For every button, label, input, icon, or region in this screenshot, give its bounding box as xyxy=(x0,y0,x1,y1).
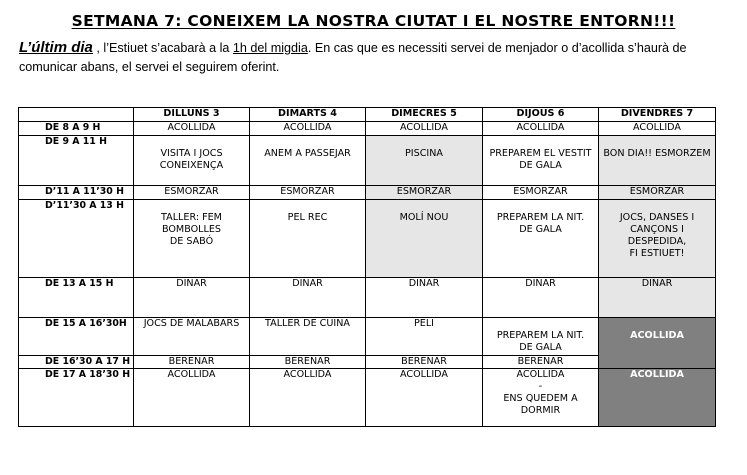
day-header: DIVENDRES 7 xyxy=(599,108,716,122)
time-slot: DE 13 A 15 H xyxy=(19,278,134,317)
activity-cell: ESMORZAR xyxy=(483,186,599,199)
activity-cell xyxy=(599,135,716,186)
activity-cell: DINAR xyxy=(250,278,366,317)
activity-cell: TALLER DE CUINA xyxy=(250,317,366,355)
activity-cell: JOCS DE MALABARS xyxy=(134,317,250,355)
activity-cell: BERENAR xyxy=(366,355,483,368)
activity-line: VISITA I JOCS xyxy=(160,147,223,159)
activity-line: ACOLLIDA xyxy=(630,329,684,341)
activity-cell: DINAR xyxy=(366,278,483,317)
activity-cell xyxy=(483,317,599,355)
activity-cell: ESMORZAR xyxy=(366,186,483,199)
activity-cell: ACOLLIDA xyxy=(483,122,599,135)
activity-line: ACOLLIDA xyxy=(516,369,565,381)
intro-text-2: . En cas que es necessiti servei de menjador o d’acollida s’haurà de comunicar abans, el servei el seguirem oferint. xyxy=(19,41,687,74)
time-slot: DE 16’30 A 17 H xyxy=(19,355,134,368)
schedule-row xyxy=(19,122,716,135)
activity-cell: BERENAR xyxy=(250,355,366,368)
activity-cell: ACOLLIDA xyxy=(134,122,250,135)
intro-sep: , xyxy=(92,41,104,55)
activity-line: DE GALA xyxy=(519,341,562,353)
time-slot: D’11’30 A 13 H xyxy=(19,199,134,277)
activity-line: DE GALA xyxy=(519,159,562,171)
activity-cell xyxy=(483,369,599,427)
activity-line: DESPEDIDA, xyxy=(627,235,687,247)
time-slot: DE 15 A 16’30H xyxy=(19,317,134,355)
activity-line: DORMIR xyxy=(520,405,561,417)
activity-line: BOMBOLLES xyxy=(161,223,222,235)
activity-cell xyxy=(599,199,716,277)
time-slot: D’11 A 11’30 H xyxy=(19,186,134,199)
intro-paragraph xyxy=(19,38,739,77)
activity-line: ENS QUEDEM A xyxy=(503,393,578,405)
activity-cell xyxy=(599,317,716,369)
page-title: SETMANA 7: CONEIXEM LA NOSTRA CIUTAT I EL NOSTRE ENTORN!!! xyxy=(71,12,676,30)
activity-cell: ESMORZAR xyxy=(134,186,250,199)
activity-cell: DINAR xyxy=(599,278,716,317)
activity-cell xyxy=(366,135,483,186)
activity-cell: ACOLLIDA xyxy=(366,122,483,135)
activity-line: PREPAREM EL VESTIT xyxy=(489,147,592,159)
header-row xyxy=(19,108,716,122)
activity-line: PEL REC xyxy=(287,211,328,223)
activity-line: MOLÍ NOU xyxy=(399,211,449,223)
time-slot: DE 8 A 9 H xyxy=(19,122,134,135)
activity-cell: ACOLLIDA xyxy=(366,369,483,427)
intro-underlined-time: 1h del migdia xyxy=(232,41,308,55)
activity-line: PISCINA xyxy=(405,147,443,159)
activity-line: TALLER: FEM xyxy=(161,211,222,223)
activity-cell xyxy=(134,135,250,186)
header-corner xyxy=(19,108,134,122)
time-slot: DE 9 A 11 H xyxy=(19,135,134,186)
activity-cell: ESMORZAR xyxy=(599,186,716,199)
activity-line: ANEM A PASSEJAR xyxy=(264,147,351,159)
schedule-row xyxy=(19,369,716,427)
schedule-row xyxy=(19,186,716,199)
schedule-row xyxy=(19,278,716,317)
activity-cell: ACOLLIDA xyxy=(250,122,366,135)
activity-cell: ACOLLIDA xyxy=(134,369,250,427)
activity-line: DE GALA xyxy=(519,223,562,235)
activity-cell: BERENAR xyxy=(483,355,599,368)
activity-line: FI ESTIUET! xyxy=(629,247,685,259)
activity-cell: ESMORZAR xyxy=(250,186,366,199)
schedule-row xyxy=(19,199,716,277)
activity-cell: ACOLLIDA xyxy=(599,369,716,427)
day-header: DILLUNS 3 xyxy=(134,108,250,122)
activity-cell: DINAR xyxy=(134,278,250,317)
activity-cell: ACOLLIDA xyxy=(599,122,716,135)
activity-cell xyxy=(483,199,599,277)
activity-cell xyxy=(366,199,483,277)
activity-line: DE SABÓ xyxy=(169,235,214,247)
activity-line: PREPAREM LA NIT. xyxy=(496,211,585,223)
activity-cell xyxy=(134,199,250,277)
activity-cell xyxy=(483,135,599,186)
activity-line: CANÇONS I xyxy=(630,223,684,235)
intro-text-1: l’Estiuet s’acabarà a la xyxy=(103,41,233,55)
activity-line: PREPAREM LA NIT. xyxy=(496,329,585,341)
intro-lead: L’últim dia xyxy=(19,39,93,56)
time-slot: DE 17 A 18’30 H xyxy=(19,369,134,427)
activity-line: - xyxy=(538,381,543,393)
activity-line: JOCS, DANSES I xyxy=(619,211,695,223)
activity-cell: DINAR xyxy=(483,278,599,317)
day-header: DIMARTS 4 xyxy=(250,108,366,122)
day-header: DIJOUS 6 xyxy=(483,108,599,122)
day-header: DIMECRES 5 xyxy=(366,108,483,122)
schedule-table xyxy=(18,107,716,427)
activity-line: BON DIA!! ESMORZEM xyxy=(603,147,711,159)
activity-cell: PELI xyxy=(366,317,483,355)
schedule-row xyxy=(19,135,716,186)
activity-cell: BERENAR xyxy=(134,355,250,368)
activity-cell xyxy=(250,135,366,186)
activity-cell: ACOLLIDA xyxy=(250,369,366,427)
activity-cell xyxy=(250,199,366,277)
activity-line: CONEIXENÇA xyxy=(159,159,224,171)
schedule-row xyxy=(19,317,716,355)
